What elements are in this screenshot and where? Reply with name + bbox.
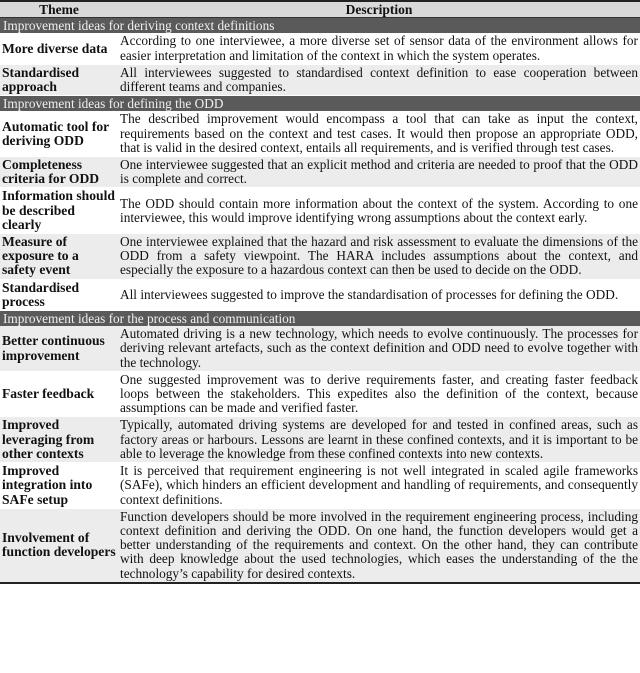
table-row [0,188,640,234]
row-description: All interviewees suggested to improve the standardisation of processes for defining the ODD. [118,279,640,310]
row-theme: Standardised process [0,279,118,310]
table-row [0,64,640,95]
row-description: One interviewee explained that the hazard and risk assessment to evaluate the dimensions of the ODD from a safety viewpoint. The HARA includes assumptions about the context, and especially the exposure to a hazardous context can then be used to decide on the ODD. [120,234,638,278]
row-description: One suggested improvement was to derive requirements faster, and creating faster feedback loops between the stakeholders. This expedites also the definition of the context, because assumptions can be made and verified faster. [120,371,638,416]
section-title: Improvement ideas for defining the ODD [0,96,640,112]
row-theme: Faster feedback [0,371,118,417]
section-header [0,96,640,112]
table-row [0,417,640,463]
row-description: The ODD should contain more information about the context of the system. According to one interviewee, this would improve identifying wrong assumptions about the context early. [118,188,640,234]
row-description: It is perceived that requirement engineering is not well integrated in scaled agile frameworks (SAFe), which hinders an efficient development and handling of requirements, and consequently context definitions. [120,463,638,507]
section-header [0,18,640,34]
section-title: Improvement ideas for the process and communication [0,311,640,327]
table-row [0,33,640,64]
row-description: Automated driving is a new technology, which needs to evolve continuously. The processes for deriving relevant artefacts, such as the context definition and ODD need to evolve together with the technology. [120,326,638,370]
section-header [0,311,640,327]
table-row [0,279,640,310]
row-description: One interviewee suggested that an explicit method and criteria are needed to proof that the ODD is complete and correct. [120,157,638,187]
row-theme: Information should be described clearly [0,188,118,234]
table-row [0,463,640,509]
row-theme: Involvement of function developers [0,508,118,583]
row-description: All interviewees suggested to standardised context definition to ease cooperation between different teams and companies. [120,64,638,95]
row-theme: Completeness criteria for ODD [0,157,118,188]
table-row [0,111,640,156]
row-theme: Improved integration into SAFe setup [0,463,118,509]
row-description: Function developers should be more involved in the requirement engineering process, including context definition and deriving the ODD. On one hand, the function developers would get a better understanding of the requirements and context. On the other hand, they can contribute with deep knowledge about the used technologies, which eases the understanding of the the technology’s capability for desired contexts. [118,508,640,583]
table-row [0,234,640,280]
row-theme: Better continuous improvement [0,326,118,371]
row-description: According to one interviewee, a more diverse set of sensor data of the environment allows for easier interpretation and limitation of the context in which the system operates. [120,33,638,63]
row-description: Typically, automated driving systems are developed for and tested in confined areas, such as factory areas or harbours. Lessons are learnt in these confined contexts, and it is important to be able to leverage the knowledge from these confined contexts into new contexts. [120,417,638,461]
row-description: The described improvement would encompass a tool that can take as input the context, requirements based on the context and test cases. It would then propose an appropriate ODD, that is valid in the desired context, entails all requirements, and is verified through test cases. [120,111,638,155]
table-row [0,326,640,371]
row-theme: Automatic tool for deriving ODD [0,111,118,156]
table-row [0,157,640,188]
header-theme: Theme [39,2,79,17]
row-theme: Standardised approach [0,64,118,95]
section-title: Improvement ideas for deriving context definitions [0,18,640,34]
row-theme: Measure of exposure to a safety event [0,234,118,280]
row-theme: More diverse data [0,33,118,64]
table-row [0,508,640,583]
header-row [0,1,640,18]
header-description: Description [345,2,413,17]
row-theme: Improved leveraging from other contexts [0,417,118,463]
table-row [0,371,640,417]
